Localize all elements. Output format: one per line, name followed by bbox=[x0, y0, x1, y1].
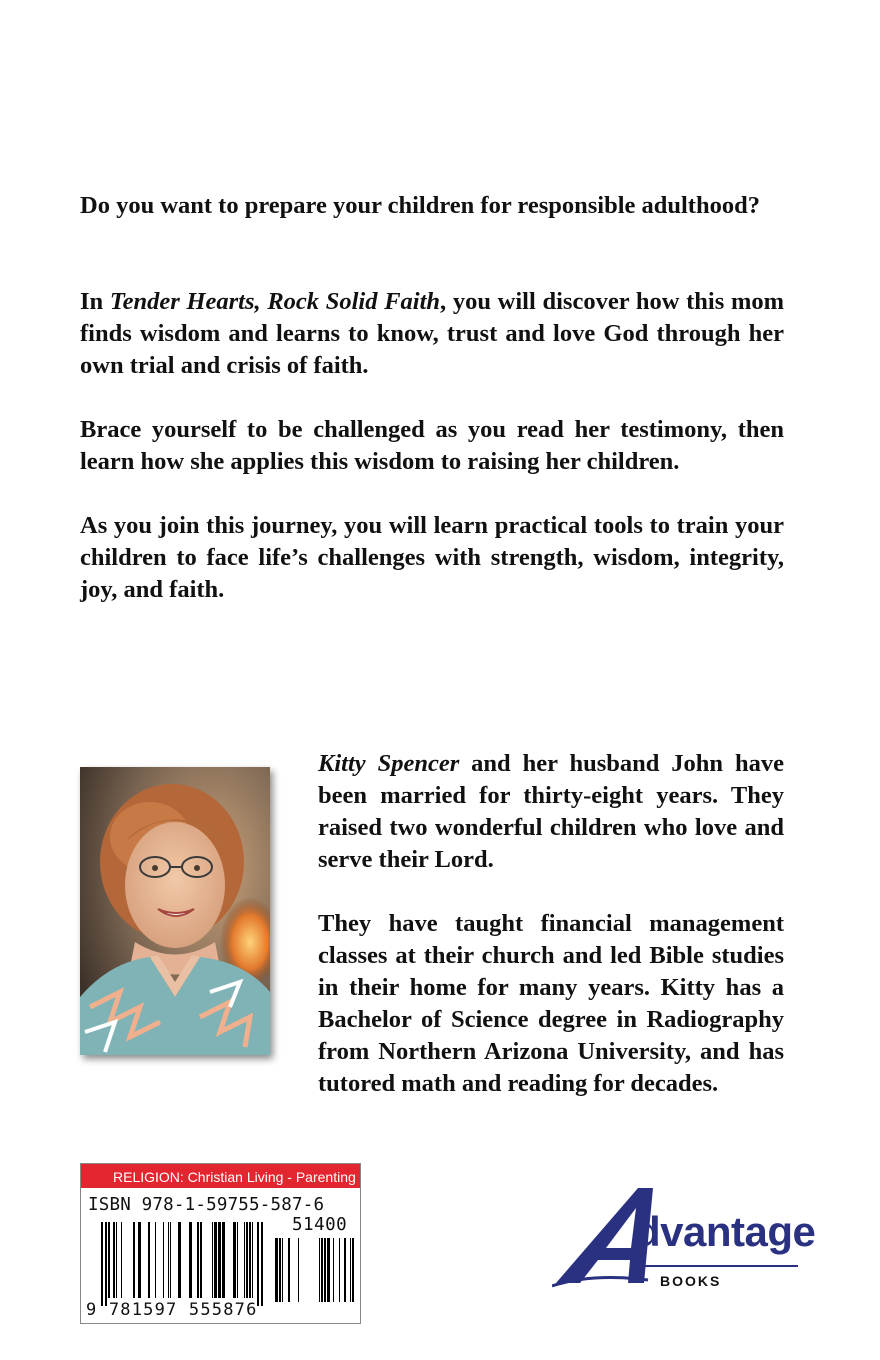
addon-barcode-bar bbox=[324, 1238, 326, 1302]
barcode-bar bbox=[163, 1222, 164, 1298]
barcode-bar bbox=[178, 1222, 181, 1298]
book-title: Tender Hearts, Rock Solid Faith bbox=[109, 288, 441, 315]
publisher-logo bbox=[552, 1180, 816, 1300]
barcode-bar bbox=[148, 1222, 150, 1298]
addon-barcode-bar bbox=[275, 1238, 278, 1302]
addon-barcode-bar bbox=[327, 1238, 330, 1302]
barcode-bar bbox=[133, 1222, 135, 1298]
barcode-bar bbox=[108, 1222, 110, 1298]
addon-barcode-bar bbox=[279, 1238, 281, 1302]
blurb-paragraph-4 bbox=[80, 510, 784, 606]
barcode-bar bbox=[237, 1222, 238, 1298]
barcode-bar bbox=[252, 1222, 253, 1298]
addon-barcode-bar bbox=[288, 1238, 290, 1302]
author-bio-1-text: and her husband John have been married for thirty-eight years. They raised two wonderful children who love and serve their Lord. bbox=[318, 750, 784, 873]
logo-wordmark: dvantage bbox=[635, 1208, 816, 1255]
barcode-bar bbox=[189, 1222, 192, 1298]
barcode-bar bbox=[113, 1222, 115, 1298]
barcode-bar bbox=[168, 1222, 169, 1298]
blurb-paragraph-3 bbox=[80, 414, 784, 478]
blurb-p3-text: Brace yourself to be challenged as you read her testimony, then learn how she applies this wisdom to raising her children. bbox=[80, 416, 784, 475]
barcode-bar bbox=[218, 1222, 221, 1298]
barcode-bar bbox=[249, 1222, 251, 1298]
addon-barcode-bar bbox=[321, 1238, 323, 1302]
barcode-guard-bar bbox=[101, 1222, 103, 1306]
author-bio-2-text: They have taught financial management classes at their church and led Bible studies in their home for many years. Kitty has a Bachelor of Science degree in Radiography from Northern Arizona University, and has tutored math and reading for decades. bbox=[318, 910, 784, 1097]
ean-digits: 9 781597 555876 bbox=[86, 1300, 258, 1320]
barcode-bar bbox=[121, 1222, 122, 1298]
barcode-bar bbox=[244, 1222, 245, 1298]
blurb-paragraph-1 bbox=[80, 190, 784, 222]
barcode-bar bbox=[170, 1222, 171, 1298]
addon-barcode-bar bbox=[282, 1238, 283, 1302]
blurb-paragraph-2 bbox=[80, 286, 784, 382]
blurb-p2-prefix: In bbox=[80, 288, 110, 315]
author-bio-paragraph-2 bbox=[318, 908, 784, 1100]
barcode-bar bbox=[200, 1222, 202, 1298]
barcode-bar bbox=[138, 1222, 141, 1298]
barcode-guard-bar bbox=[105, 1222, 107, 1306]
addon-barcode-bar bbox=[350, 1238, 351, 1302]
barcode-bar bbox=[212, 1222, 213, 1298]
blurb-p2-rest: , you will discover how this mom finds wisdom and learns to know, trust and love God through her own trial and crisis of faith. bbox=[80, 288, 785, 379]
blurb-p4-text: As you join this journey, you will learn practical tools to train your children to face life’s challenges with strength, wisdom, integrity, joy, and faith. bbox=[80, 512, 784, 603]
logo-books-label: BOOKS bbox=[660, 1273, 722, 1289]
barcode-bar bbox=[155, 1222, 156, 1298]
author-photo bbox=[80, 767, 270, 1055]
isbn-barcode-block bbox=[80, 1163, 361, 1324]
barcode-bar bbox=[197, 1222, 199, 1298]
price-code: 51400 bbox=[292, 1215, 348, 1235]
addon-barcode-bar bbox=[319, 1238, 320, 1302]
addon-barcode-bar bbox=[352, 1238, 354, 1302]
barcode-bar bbox=[233, 1222, 236, 1298]
author-portrait-image bbox=[80, 767, 270, 1055]
barcode-bar bbox=[116, 1222, 117, 1298]
addon-barcode-bar bbox=[344, 1238, 346, 1302]
author-name: Kitty Spencer bbox=[318, 750, 460, 777]
addon-barcode-bar bbox=[339, 1238, 340, 1302]
addon-barcode-bar bbox=[298, 1238, 299, 1302]
isbn-label: ISBN 978-1-59755-587-6 bbox=[88, 1195, 325, 1215]
barcode-bar bbox=[222, 1222, 225, 1298]
genre-category-band: RELIGION: Christian Living - Parenting bbox=[81, 1164, 360, 1188]
barcode-bar bbox=[246, 1222, 248, 1298]
barcode-bar bbox=[214, 1222, 217, 1298]
addon-barcode-bar bbox=[333, 1238, 334, 1302]
blurb-p1-text: Do you want to prepare your children for responsible adulthood? bbox=[80, 192, 760, 219]
barcode-guard-bar bbox=[257, 1222, 259, 1306]
barcode-guard-bar bbox=[261, 1222, 263, 1306]
author-bio-paragraph-1 bbox=[318, 748, 784, 876]
